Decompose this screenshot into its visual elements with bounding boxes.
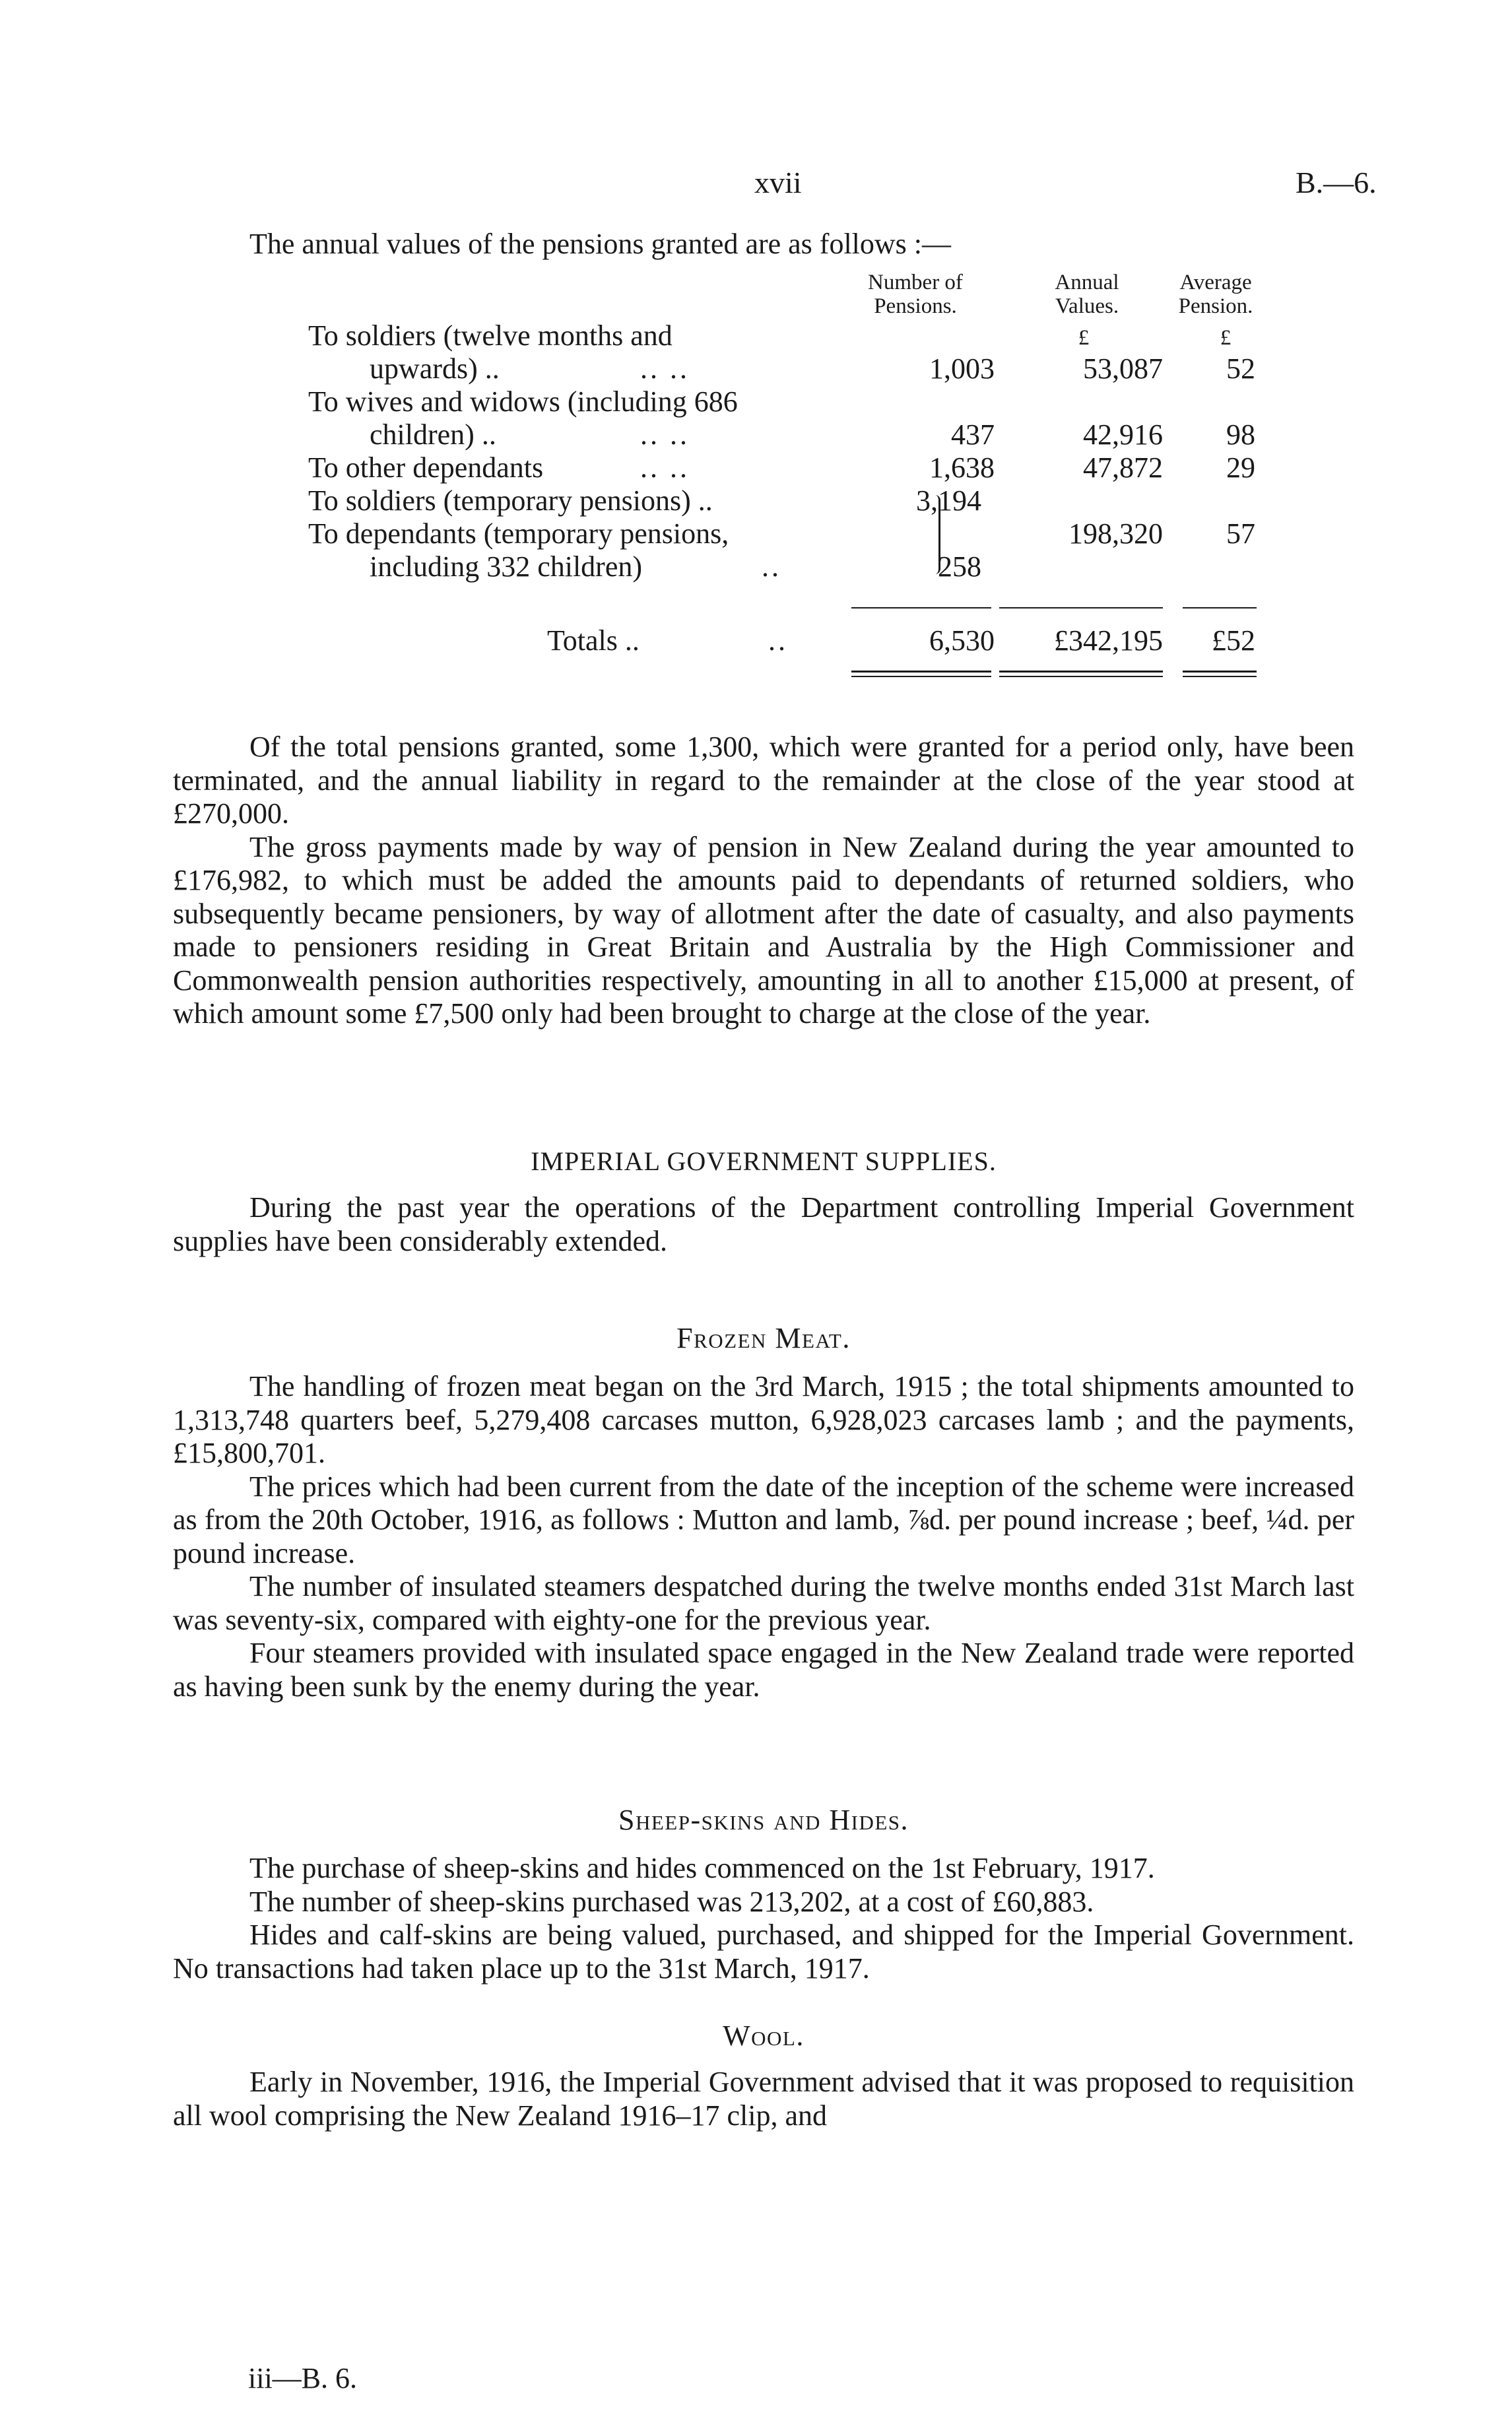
rule-number-below-2 (851, 676, 991, 677)
totals-label: Totals .. (547, 624, 640, 657)
sheep-skins-section (173, 1852, 1354, 1985)
imperial-section (173, 1191, 1354, 1258)
totals-annual: £342,195 (1054, 624, 1163, 657)
row-wives-line2 (370, 418, 832, 452)
temporary-combined-annual: 198,320 (1068, 517, 1163, 550)
paragraph-hides: Hides and calf-skins are being valued, purchased, and shipped for the Imperial Government. No transactions had taken place up to the 31st March, 1917. (173, 1919, 1354, 1985)
row-soldiers-annual: 53,087 (1083, 352, 1163, 385)
totals-row (547, 624, 851, 658)
row-soldiers-line1: To soldiers (twelve months and (308, 319, 673, 352)
currency-average: £ (1220, 326, 1232, 350)
row-wives-number: 437 (951, 418, 995, 451)
rule-annual-below-1 (999, 671, 1163, 673)
pensions-table (173, 271, 1354, 693)
row-soldiers-average: 52 (1226, 352, 1255, 385)
row-dependants-temp-dots: .. (762, 550, 781, 583)
row-wives-line1: To wives and widows (including 686 (308, 385, 738, 418)
col-header-average (1163, 271, 1268, 318)
rule-average-below-2 (1183, 676, 1257, 677)
row-other-annual: 47,872 (1083, 451, 1163, 484)
rule-number-above (851, 607, 991, 608)
pensions-paragraphs (173, 731, 1354, 1031)
heading-frozen-meat: Frozen Meat. (676, 1322, 851, 1354)
wool-section (173, 2066, 1354, 2132)
row-soldiers-label: upwards) .. (370, 352, 500, 385)
row-soldiers-temporary: To soldiers (temporary pensions) .. (308, 484, 713, 517)
totals-number: 6,530 (929, 624, 995, 657)
paragraph-sheep-skins-purchase: The purchase of sheep-skins and hides commenced on the 1st February, 1917. (249, 1852, 1155, 1884)
rule-annual-above (999, 607, 1163, 608)
temporary-combined-average: 57 (1226, 517, 1255, 550)
col-header-number-line2: Pensions. (874, 294, 957, 318)
row-soldiers-line2 (370, 352, 832, 386)
row-dependants-temp-line2 (370, 550, 832, 584)
row-wives-average: 98 (1226, 418, 1255, 451)
row-other-label: To other dependants (308, 451, 544, 484)
temporary-brace (933, 495, 940, 574)
paragraph-imperial-supplies: During the past year the operations of the Department controlling Imperial Government supplies have been considerably extended. (173, 1191, 1354, 1257)
col-header-annual-line2: Values. (1055, 294, 1119, 318)
totals-average: £52 (1212, 624, 1255, 657)
document-reference: B.—6. (1296, 166, 1377, 199)
row-dependants-temp-line1: To dependants (temporary pensions, (308, 517, 729, 550)
row-wives-label: children) .. (370, 418, 496, 451)
row-other-number: 1,638 (929, 451, 995, 484)
row-soldiers-number: 1,003 (929, 352, 995, 385)
totals-dots: .. (768, 624, 788, 657)
row-dependants-temp-label: including 332 children) (370, 550, 643, 583)
paragraph-sheep-skins-number: The number of sheep-skins purchased was 213,202, at a cost of £60,883. (249, 1885, 1094, 1918)
row-dependants-temp-number: 258 (938, 550, 981, 583)
row-wives-annual: 42,916 (1083, 418, 1163, 451)
heading-wool: Wool. (723, 2020, 805, 2052)
rule-number-below-1 (851, 671, 991, 673)
row-other-average: 29 (1226, 451, 1255, 484)
paragraph-frozen-meat-steamers: The number of insulated steamers despatched during the twelve months ended 31st March last was seventy-six, compared with eighty-one for the previous year. (173, 1570, 1354, 1636)
page-folio: xvii (754, 166, 802, 199)
row-soldiers-dots: .. .. (640, 352, 690, 385)
row-soldiers-temp-number: 3,194 (916, 484, 981, 517)
col-header-annual-line1: Annual (1055, 271, 1119, 294)
col-header-average-line2: Pension. (1178, 294, 1253, 318)
paragraph-frozen-meat-shipments: The handling of frozen meat began on the 3rd March, 1915 ; the total shipments amounted to 1,313,748 quarters beef, 5,279,408 carcases mutton, 6,928,023 carcases lamb ; and the payments, £15,800,701. (173, 1370, 1354, 1469)
col-header-number (836, 271, 995, 318)
page-signature: iii—B. 6. (248, 2362, 358, 2394)
heading-sheep-skins: Sheep-skins and Hides. (618, 1804, 909, 1836)
heading-imperial-supplies: IMPERIAL GOVERNMENT SUPPLIES. (531, 1146, 997, 1176)
rule-annual-below-2 (999, 676, 1163, 677)
frozen-meat-section (173, 1370, 1354, 1703)
rule-average-below-1 (1183, 671, 1257, 673)
rule-average-above (1183, 607, 1257, 608)
col-header-average-line1: Average (1179, 271, 1252, 294)
paragraph-wool: Early in November, 1916, the Imperial Government advised that it was proposed to requisition all wool comprising the New Zealand 1916–17 clip, and (173, 2066, 1354, 2132)
currency-annual: £ (1078, 326, 1090, 350)
paragraph-frozen-meat-sunk: Four steamers provided with insulated space engaged in the New Zealand trade were reported as having been sunk by the enemy during the year. (173, 1637, 1354, 1703)
col-header-annual (1018, 271, 1156, 318)
row-other-dots: .. .. (640, 451, 690, 484)
col-header-number-line1: Number of (868, 271, 963, 294)
paragraph-pensions-terminated: Of the total pensions granted, some 1,300, which were granted for a period only, have been terminated, and the annual liability in regard to the remainder at the close of the year stood at £270,000. (173, 731, 1354, 830)
pensions-intro: The annual values of the pensions granted are as follows :— (249, 228, 952, 260)
row-wives-dots: .. .. (640, 418, 690, 451)
paragraph-frozen-meat-prices: The prices which had been current from the date of the inception of the scheme were increased as from the 20th October, 1916, as follows : Mutton and lamb, ⅞d. per pound increase ; beef, ¼d. per pound increase. (173, 1470, 1354, 1569)
paragraph-gross-payments: The gross payments made by way of pension in New Zealand during the year amounted to £176,982, to which must be added the amounts paid to dependants of returned soldiers, who subsequently became pensioners, by way of allotment after the date of casualty, and also payments made to pensioners residing in Great Britain and Australia by the High Commissioner and Commonwealth pension authorities respectively, amounting in all to another £15,000 at present, of which amount some £7,500 only had been brought to charge at the close of the year. (173, 830, 1354, 1030)
